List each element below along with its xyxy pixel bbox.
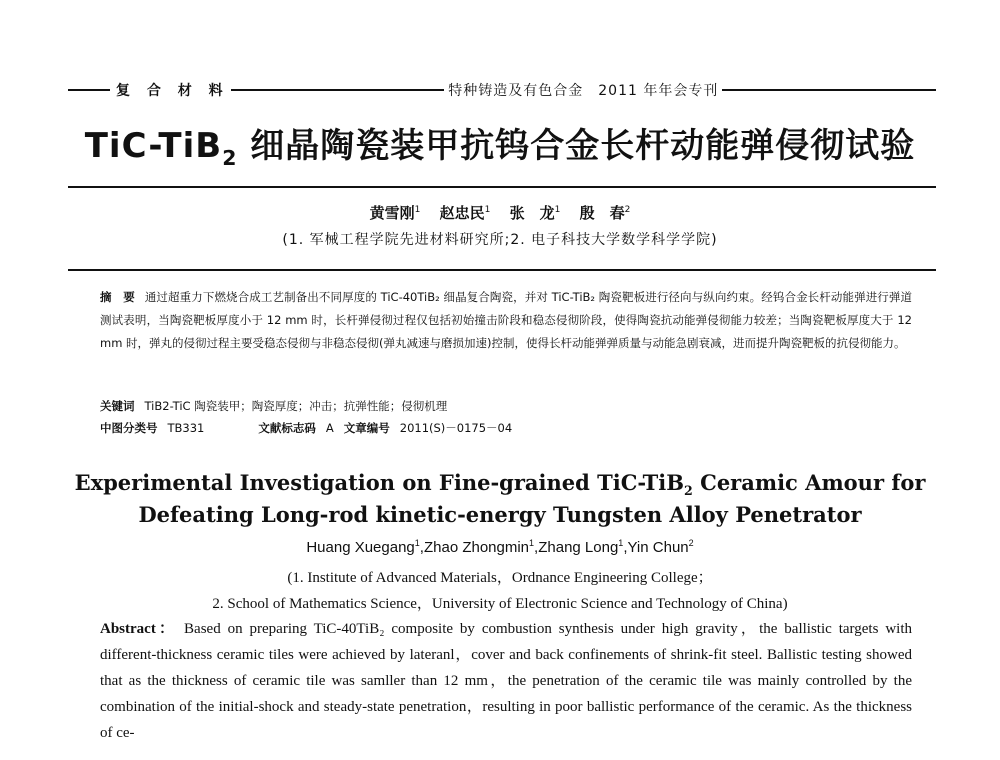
author-cn: 黄雪刚$^1$ bbox=[369, 204, 421, 222]
classification-row bbox=[100, 420, 912, 436]
author-en: Zhao Zhongmin$^1$ bbox=[423, 538, 535, 556]
abstract-english bbox=[100, 616, 912, 746]
affiliation-chinese: (1. 军械工程学院先进材料研究所;2. 电子科技大学数学科学学院) bbox=[282, 232, 718, 248]
author-cn: 赵忠民$^1$ bbox=[439, 204, 491, 222]
keywords-row bbox=[100, 398, 912, 414]
running-header bbox=[68, 80, 936, 100]
author-en: Yin Chun$^2$ bbox=[627, 538, 694, 556]
title-english-line2: Defeating Long-rod kinetic-energy Tungsten Alloy Penetrator bbox=[138, 502, 862, 527]
header-rule-right bbox=[722, 89, 936, 91]
abstract-en-label: Abstract： bbox=[100, 621, 178, 637]
clc-label: 中图分类号 bbox=[100, 421, 158, 435]
clc-value: TB331 bbox=[167, 421, 205, 435]
title-english-line1: Experimental Investigation on Fine-grained TiC-TiB$_2$ Ceramic Amour for bbox=[74, 470, 926, 499]
title-chinese: TiC-TiB$_2$ 细晶陶瓷装甲抗钨合金长杆动能弹侵彻试验 bbox=[84, 126, 916, 170]
divider-top bbox=[68, 186, 936, 188]
authors-english: Huang Xuegang$^1$,Zhao Zhongmin$^1$,Zhang Long$^1$,Yin Chun$^2$ bbox=[306, 538, 694, 556]
doc-code-label: 文献标志码 bbox=[258, 421, 316, 435]
abstract-chinese bbox=[100, 286, 912, 355]
header-category: 复 合 材 料 bbox=[116, 83, 229, 99]
abstract-cn-label: 摘 要 bbox=[100, 290, 135, 304]
affiliation-english-line2: 2. School of Mathematics Science，University of Electronic Science and Technology of China) bbox=[212, 596, 788, 612]
header-rule-left bbox=[68, 89, 110, 91]
header-rule-middle bbox=[231, 89, 445, 91]
abstract-cn-text: 通过超重力下燃烧合成工艺制备出不同厚度的 TiC-40TiB₂ 细晶复合陶瓷，并对 TiC-TiB₂ 陶瓷靶板进行径向与纵向约束。经钨合金长杆动能弹进行弹道测试表明，当陶瓷靶板厚度小于 12 mm 时，长杆弹侵彻过程仅包括初始撞击阶段和稳态侵彻阶段，使得陶瓷抗动能弹侵彻能力较差；当陶瓷靶板厚度大于 12 mm 时，弹丸的侵彻过程主要受稳态侵彻与非稳态侵彻(弹丸减速与磨损加速)控制，使得长杆动能弹弹质量与动能急剧衰减，进而提升陶瓷靶板的抗侵彻能力。 bbox=[100, 290, 913, 350]
authors-chinese bbox=[0, 202, 1000, 223]
author-cn: 张 龙$^1$ bbox=[509, 204, 561, 222]
author-en: Huang Xuegang$^1$ bbox=[306, 538, 420, 556]
author-cn: 殷 春$^2$ bbox=[579, 204, 631, 222]
header-journal: 特种铸造及有色合金 2011 年年会专刊 bbox=[448, 83, 719, 99]
keywords-label: 关键词 bbox=[100, 399, 135, 413]
divider-middle bbox=[68, 269, 936, 271]
affiliation-english-line1: (1. Institute of Advanced Materials，Ordnance Engineering College； bbox=[287, 570, 713, 586]
article-number-label: 文章编号 bbox=[343, 421, 390, 435]
article-number-value: 2011(S)－0175－04 bbox=[399, 421, 513, 435]
doc-code-value: A bbox=[325, 421, 334, 435]
keywords-text: TiB2-TiC 陶瓷装甲；陶瓷厚度；冲击；抗弹性能；侵彻机理 bbox=[144, 399, 448, 413]
author-en: Zhang Long$^1$ bbox=[538, 538, 624, 556]
abstract-en-text: Based on preparing TiC-40TiB₂ composite by combustion synthesis under high gravity，the ballistic targets with different-thickness ceramic tiles were achieved by lateranl，cover and back confinements of shrink-fit steel. Ballistic testing showed that as the thickness of ceramic tile was samller than 12 mm，the penetration of the ceramic tile was mainly controlled by the combination of the initial-shock and steady-state penetration，resulting in poor ballistic performance of the ceramic. As the thickness of ce- bbox=[100, 621, 912, 741]
